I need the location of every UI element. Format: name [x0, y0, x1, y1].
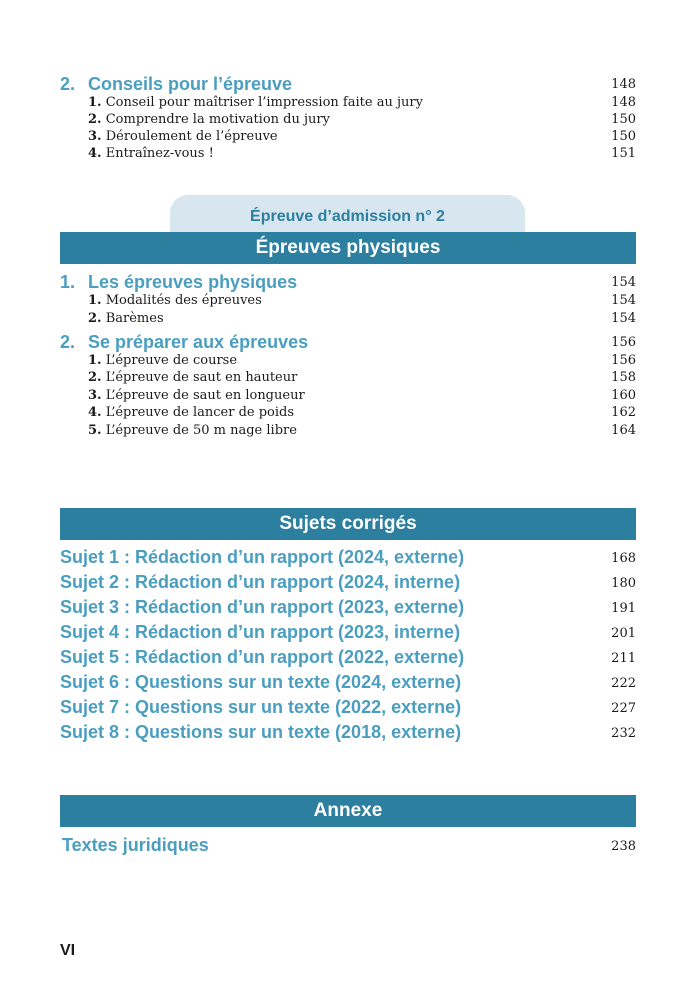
toc-section-epreuves-physiques[interactable]: [60, 272, 636, 292]
toc-sujet[interactable]: [60, 697, 636, 719]
item-number: 1.: [88, 293, 102, 308]
item-number: 4.: [88, 405, 102, 420]
toc-item[interactable]: [88, 353, 636, 371]
toc-sujet[interactable]: [60, 647, 636, 669]
admission-tab: Épreuve d’admission n° 2: [170, 195, 525, 235]
sujet-title: Sujet 3 : Rédaction d’un rapport (2023, externe): [60, 597, 465, 617]
toc-annexe-item[interactable]: [60, 835, 636, 857]
page-number: 168: [611, 551, 636, 566]
section-title: Les épreuves physiques: [88, 272, 298, 292]
toc-sujet[interactable]: [60, 597, 636, 619]
page-number: 238: [611, 839, 636, 854]
item-number: 3.: [88, 129, 102, 144]
item-number: 2.: [88, 370, 102, 385]
item-label: Déroulement de l’épreuve: [105, 129, 278, 144]
item-label: L’épreuve de 50 m nage libre: [105, 423, 297, 438]
toc-section-se-preparer[interactable]: [60, 332, 636, 352]
toc-item[interactable]: [88, 370, 636, 388]
sujet-title: Sujet 4 : Rédaction d’un rapport (2023, interne): [60, 622, 461, 642]
item-label: Modalités des épreuves: [105, 293, 262, 308]
section-number: 2.: [60, 74, 76, 94]
page-number: 151: [611, 146, 636, 161]
toc-item[interactable]: [88, 311, 636, 329]
toc-sujet[interactable]: [60, 572, 636, 594]
section-number: 2.: [60, 332, 76, 352]
page-number: 222: [611, 676, 636, 691]
toc-item[interactable]: [88, 293, 636, 311]
sujet-title: Sujet 7 : Questions sur un texte (2022, externe): [60, 697, 462, 717]
folio: VI: [60, 942, 76, 959]
toc-item[interactable]: [88, 95, 636, 113]
item-label: L’épreuve de saut en hauteur: [105, 370, 298, 385]
item-number: 2.: [88, 311, 102, 326]
section-band-annexe: Annexe: [60, 795, 636, 827]
page-number: 232: [611, 726, 636, 741]
section-title: Conseils pour l’épreuve: [88, 74, 293, 94]
page-number: 191: [611, 601, 636, 616]
sujet-title: Sujet 5 : Rédaction d’un rapport (2022, externe): [60, 647, 465, 667]
page-number: 160: [611, 388, 636, 403]
toc-item[interactable]: [88, 405, 636, 423]
item-label: Entraînez-vous !: [105, 146, 214, 161]
page-number: 164: [611, 423, 636, 438]
section-title: Se préparer aux épreuves: [88, 332, 309, 352]
toc-sujet[interactable]: [60, 622, 636, 644]
item-label: L’épreuve de lancer de poids: [105, 405, 295, 420]
page-number: 180: [611, 576, 636, 591]
toc-sujet[interactable]: [60, 672, 636, 694]
item-number: 5.: [88, 423, 102, 438]
toc-sujet[interactable]: [60, 722, 636, 744]
page-number: 150: [611, 129, 636, 144]
toc-item[interactable]: [88, 112, 636, 130]
sujet-title: Sujet 2 : Rédaction d’un rapport (2024, interne): [60, 572, 461, 592]
page-number: 158: [611, 370, 636, 385]
item-number: 2.: [88, 112, 102, 127]
item-number: 4.: [88, 146, 102, 161]
sujet-title: Sujet 8 : Questions sur un texte (2018, externe): [60, 722, 462, 742]
section-band-epreuves-physiques: Épreuves physiques: [60, 232, 636, 264]
page-number: 211: [611, 651, 636, 666]
item-label: Comprendre la motivation du jury: [105, 112, 330, 127]
page-number: 154: [611, 275, 636, 290]
page-number: 148: [611, 77, 636, 92]
page-number: 148: [611, 95, 636, 110]
page-number: 156: [611, 353, 636, 368]
toc-sujet[interactable]: [60, 547, 636, 569]
toc-item[interactable]: [88, 388, 636, 406]
page-number: 227: [611, 701, 636, 716]
toc-item[interactable]: [88, 423, 636, 441]
sujet-title: Sujet 6 : Questions sur un texte (2024, externe): [60, 672, 462, 692]
page-number: 154: [611, 311, 636, 326]
annexe-title: Textes juridiques: [62, 835, 209, 855]
item-label: Barèmes: [105, 311, 164, 326]
page-number: 150: [611, 112, 636, 127]
item-label: Conseil pour maîtriser l’impression faite au jury: [105, 95, 423, 110]
item-label: L’épreuve de course: [105, 353, 238, 368]
page-number: 201: [611, 626, 636, 641]
item-number: 1.: [88, 353, 102, 368]
sujet-title: Sujet 1 : Rédaction d’un rapport (2024, externe): [60, 547, 465, 567]
page-number: 162: [611, 405, 636, 420]
item-number: 3.: [88, 388, 102, 403]
item-label: L’épreuve de saut en longueur: [105, 388, 305, 403]
toc-item[interactable]: [88, 129, 636, 147]
section-number: 1.: [60, 272, 76, 292]
page-number: 154: [611, 293, 636, 308]
toc-section-conseils[interactable]: [60, 74, 636, 94]
page-number: 156: [611, 335, 636, 350]
toc-item[interactable]: [88, 146, 636, 164]
section-band-sujets-corriges: Sujets corrigés: [60, 508, 636, 540]
item-number: 1.: [88, 95, 102, 110]
